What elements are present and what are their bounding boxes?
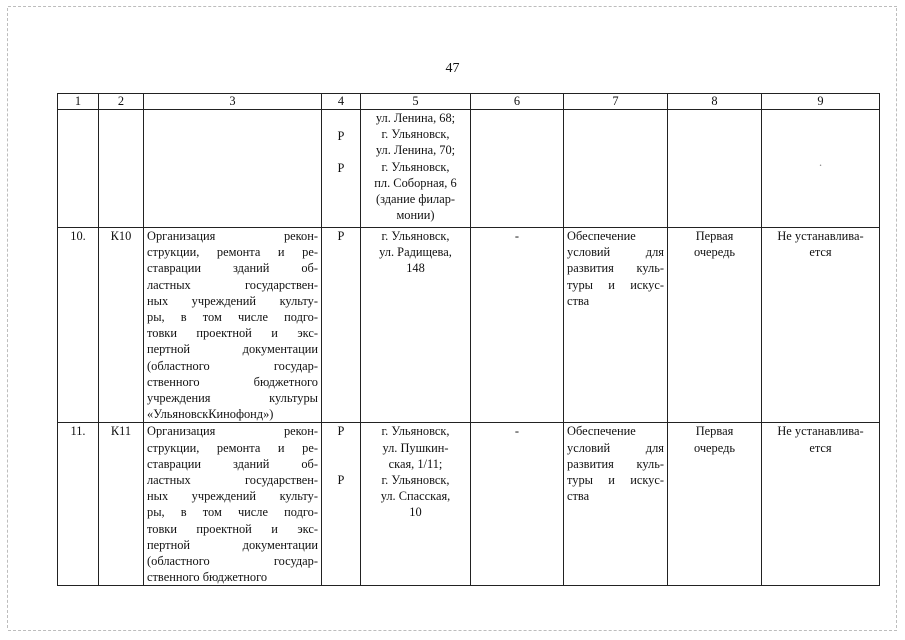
address-line: г. Ульяновск, bbox=[381, 159, 450, 174]
object-name-line: ры, в том числе подго- bbox=[147, 310, 318, 325]
queue-cell bbox=[668, 423, 762, 586]
purpose-line: туры и искус- bbox=[567, 473, 664, 488]
address-line: ул. Спасская, bbox=[380, 489, 451, 504]
column-header: 3 bbox=[144, 94, 322, 110]
address-line: г. Ульяновск, bbox=[381, 229, 450, 243]
column-6-value: - bbox=[514, 424, 520, 439]
object-name-line: учреждения культуры bbox=[147, 391, 318, 406]
object-name-line: пертной документации bbox=[147, 342, 318, 357]
zone-line: . bbox=[818, 155, 823, 169]
row-number-cell bbox=[58, 228, 99, 423]
object-name-line: (областного государ- bbox=[147, 554, 318, 569]
zone-cell bbox=[762, 110, 880, 228]
row-number: 10. bbox=[70, 229, 86, 243]
address-line: монии) bbox=[396, 208, 435, 223]
object-name-line: «УльяновскКинофонд») bbox=[147, 407, 274, 422]
purpose-line: Обеспечение bbox=[567, 229, 636, 243]
purpose-line: Обеспечение bbox=[567, 424, 636, 439]
scan-border-bottom bbox=[8, 630, 897, 632]
queue-cell bbox=[668, 228, 762, 423]
zone-cell bbox=[762, 423, 880, 586]
address-line: г. Ульяновск, bbox=[381, 127, 450, 142]
queue-line: очередь bbox=[693, 440, 736, 455]
purpose-line: туры и искус- bbox=[567, 277, 664, 292]
scan-border-left bbox=[7, 8, 9, 628]
address-line: ул. Пушкин- bbox=[382, 440, 449, 455]
object-code-cell bbox=[99, 228, 144, 423]
object-name-line: ных учреждений культу- bbox=[147, 293, 318, 308]
address-cell bbox=[361, 423, 471, 586]
table-row bbox=[58, 228, 880, 423]
column-header: 4 bbox=[322, 94, 361, 110]
column-number-row bbox=[58, 94, 880, 110]
object-name-line: ных учреждений культу- bbox=[147, 489, 318, 504]
object-name-line: струкции, ремонта и ре- bbox=[147, 245, 318, 260]
address-line: 10 bbox=[409, 505, 422, 520]
address-line: ская, 1/11; bbox=[388, 456, 443, 471]
scan-border-top bbox=[8, 6, 897, 8]
object-type-mark: Р bbox=[337, 129, 345, 143]
object-type-cell bbox=[322, 110, 361, 228]
address-line: пл. Соборная, 6 bbox=[374, 175, 457, 190]
zone-line: ется bbox=[809, 245, 832, 260]
address-cell bbox=[361, 228, 471, 423]
column-header: 1 bbox=[58, 94, 99, 110]
zone-line: Не устанавлива- bbox=[777, 424, 864, 439]
object-type-mark: Р bbox=[337, 229, 345, 243]
zone-line: ется bbox=[809, 440, 832, 455]
column-header: 7 bbox=[564, 94, 668, 110]
object-name-line: ластных государствен- bbox=[147, 277, 318, 292]
address-cell bbox=[361, 110, 471, 228]
column-6-cell bbox=[471, 110, 564, 228]
queue-line: Первая bbox=[695, 229, 734, 243]
purpose-line: развития куль- bbox=[567, 456, 664, 471]
purpose-cell bbox=[564, 110, 668, 228]
purpose-line: условий для bbox=[567, 440, 664, 455]
purpose-line: ства bbox=[567, 293, 590, 308]
column-6-cell bbox=[471, 228, 564, 423]
object-name-line: ственного бюджетного bbox=[147, 374, 318, 389]
object-type-cell bbox=[322, 423, 361, 586]
column-header: 2 bbox=[99, 94, 144, 110]
object-name-cell bbox=[144, 110, 322, 228]
object-name-cell bbox=[144, 423, 322, 586]
objects-table bbox=[57, 93, 880, 586]
object-name-line: (областного государ- bbox=[147, 358, 318, 373]
object-name-line: ственного бюджетного bbox=[147, 570, 268, 585]
column-header: 8 bbox=[668, 94, 762, 110]
row-number: 11. bbox=[70, 424, 86, 439]
address-line: г. Ульяновск, bbox=[381, 424, 450, 439]
object-name-cell bbox=[144, 228, 322, 423]
object-type-mark: Р bbox=[337, 161, 345, 176]
object-code: К10 bbox=[110, 229, 132, 243]
object-name-line: ставрации зданий об- bbox=[147, 456, 318, 471]
address-line: г. Ульяновск, bbox=[381, 473, 450, 488]
purpose-line: ства bbox=[567, 489, 590, 504]
row-number-cell bbox=[58, 110, 99, 228]
object-name-line: товки проектной и экс- bbox=[147, 521, 318, 536]
column-header: 5 bbox=[361, 94, 471, 110]
queue-line: очередь bbox=[693, 245, 736, 260]
purpose-cell bbox=[564, 228, 668, 423]
address-line: (здание филар- bbox=[375, 192, 456, 207]
column-6-value: - bbox=[514, 229, 520, 243]
page-number: 47 bbox=[445, 61, 460, 76]
address-line: 148 bbox=[406, 261, 425, 276]
object-name-line: пертной документации bbox=[147, 537, 318, 552]
table-row bbox=[58, 110, 880, 228]
zone-cell bbox=[762, 228, 880, 423]
object-code-cell bbox=[99, 110, 144, 228]
object-type-mark: Р bbox=[337, 472, 345, 487]
object-type-mark: Р bbox=[337, 424, 345, 439]
object-type-cell bbox=[322, 228, 361, 423]
zone-line: Не устанавлива- bbox=[777, 229, 864, 243]
queue-cell bbox=[668, 110, 762, 228]
row-number-cell bbox=[58, 423, 99, 586]
object-code: К11 bbox=[110, 424, 132, 439]
object-name-line: товки проектной и экс- bbox=[147, 326, 318, 341]
table-row bbox=[58, 423, 880, 586]
object-name-line: ры, в том числе подго- bbox=[147, 505, 318, 520]
object-code-cell bbox=[99, 423, 144, 586]
purpose-line: условий для bbox=[567, 245, 664, 260]
queue-line: Первая bbox=[695, 424, 734, 439]
object-name-line: струкции, ремонта и ре- bbox=[147, 440, 318, 455]
purpose-line: развития куль- bbox=[567, 261, 664, 276]
object-name-line: Организация рекон- bbox=[147, 229, 318, 243]
object-name-line: ставрации зданий об- bbox=[147, 261, 318, 276]
address-line: ул. Ленина, 70; bbox=[375, 143, 456, 158]
object-name-line: ластных государствен- bbox=[147, 473, 318, 488]
object-name-line: Организация рекон- bbox=[147, 424, 318, 439]
column-header: 9 bbox=[762, 94, 880, 110]
column-header: 6 bbox=[471, 94, 564, 110]
scan-border-right bbox=[896, 8, 898, 628]
column-6-cell bbox=[471, 423, 564, 586]
address-line: ул. Радищева, bbox=[379, 245, 452, 260]
address-line: ул. Ленина, 68; bbox=[375, 111, 456, 125]
purpose-cell bbox=[564, 423, 668, 586]
